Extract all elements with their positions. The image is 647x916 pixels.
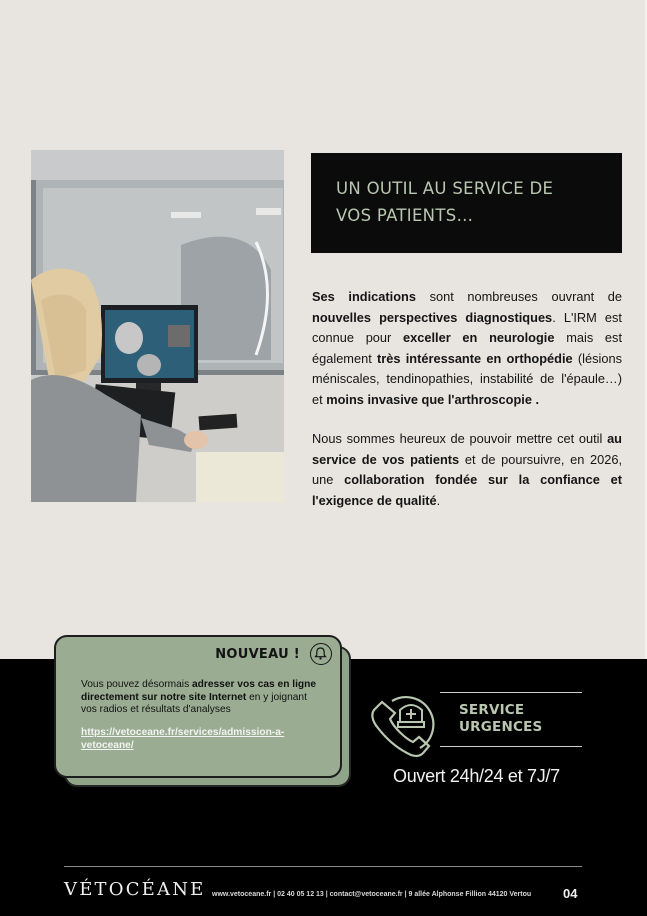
urgences-line-1: SERVICE bbox=[459, 702, 525, 718]
emergency-phone-icon bbox=[368, 688, 448, 760]
paragraph-indications: Ses indications sont nombreuses ouvrant de nouvelles perspectives diagnostiques. L'IRM est connue pour exceller en neurologie mais est également très intéressante en orthopédie (lésions méniscales, tendinopathies, instabilité de l'épaule…) et moins invasive que l'arthroscopie . bbox=[312, 289, 623, 407]
paragraph-collaboration: Nous sommes heureux de pouvoir mettre cet outil au service de vos patients et de poursuivre, en 2026, une collaboration fondée sur la confiance et l'exigence de qualité. bbox=[312, 431, 622, 508]
nouveau-note-card bbox=[54, 635, 342, 778]
bell-icon bbox=[310, 643, 332, 665]
body-text bbox=[312, 287, 622, 530]
admission-link[interactable]: https://vetoceane.fr/services/admission-a-vetoceane/ bbox=[81, 727, 285, 751]
urgences-rule-bottom bbox=[440, 746, 582, 747]
note-text: Vous pouvez désormais adresser vos cas en ligne directement sur notre site Internet en y joignant vos radios et résultats d'analyses bbox=[81, 679, 317, 715]
section-title-box bbox=[311, 153, 622, 253]
footer-contact-info: www.vetoceane.fr | 02 40 05 12 13 | contact@vetoceane.fr | 9 allée Alphonse Fillion 44120 Vertou bbox=[212, 891, 532, 898]
mri-room-photo bbox=[31, 150, 284, 502]
page-number: 04 bbox=[563, 886, 578, 901]
title-line-1: UN OUTIL AU SERVICE DE bbox=[336, 179, 554, 198]
urgences-rule-top bbox=[440, 692, 582, 693]
title-line-2: VOS PATIENTS… bbox=[336, 206, 474, 225]
footer-rule bbox=[64, 866, 582, 867]
urgences-line-2: URGENCES bbox=[459, 719, 543, 735]
vetoceane-logo: VÉTOCÉANE bbox=[64, 879, 206, 900]
section-title bbox=[336, 175, 604, 229]
urgences-label bbox=[459, 702, 542, 736]
urgences-hours: Ouvert 24h/24 et 7J/7 bbox=[393, 766, 560, 786]
note-title: NOUVEAU ! bbox=[215, 647, 300, 662]
